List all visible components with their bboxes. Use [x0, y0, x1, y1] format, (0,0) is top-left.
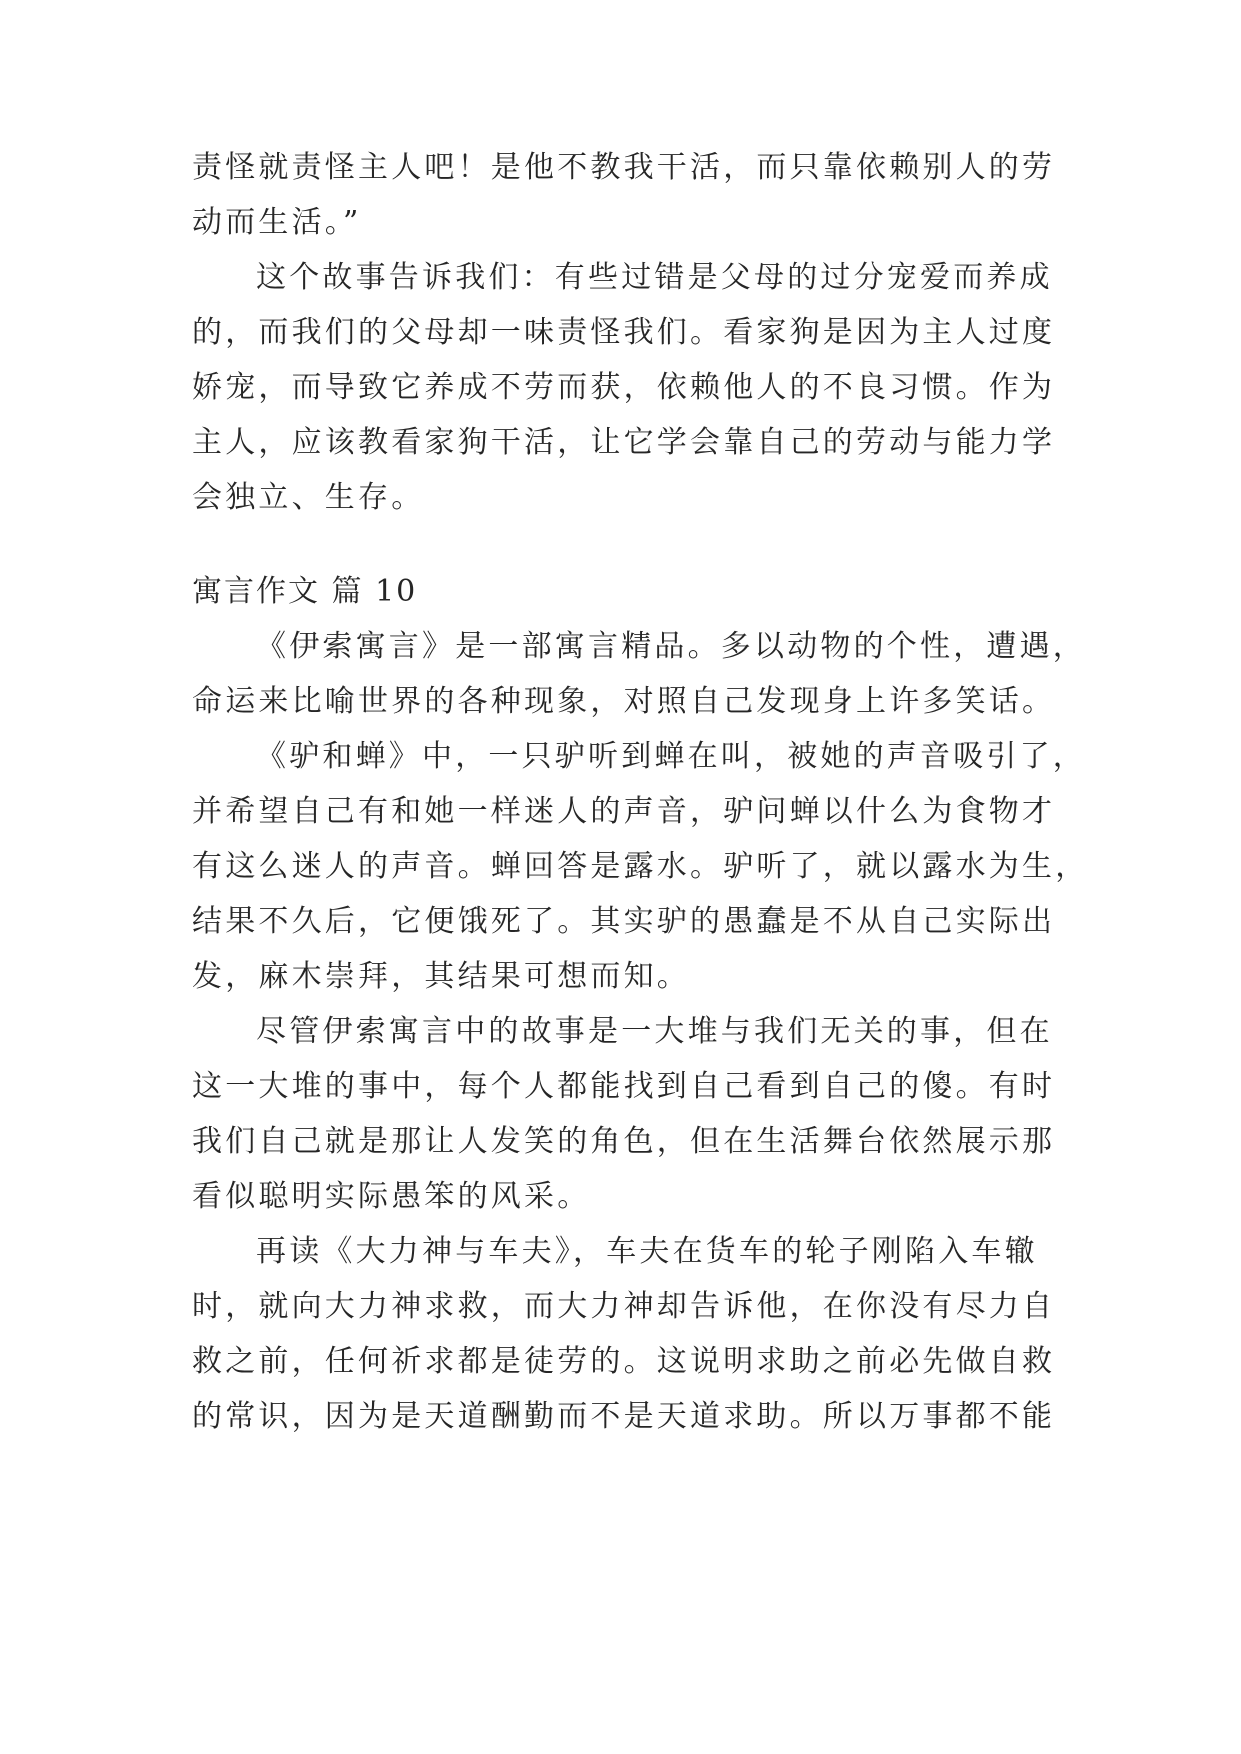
text-line: 这一大堆的事中，每个人都能找到自己看到自己的傻。有时	[192, 1069, 1056, 1104]
text-line: 救之前，任何祈求都是徒劳的。这说明求助之前必先做自救	[192, 1344, 1056, 1379]
text-line: 《驴和蝉》中，一只驴听到蝉在叫，被她的声音吸引了，	[256, 739, 1086, 774]
text-line: 娇宠，而导致它养成不劳而获，依赖他人的不良习惯。作为	[192, 370, 1056, 405]
text-line: 命运来比喻世界的各种现象，对照自己发现身上许多笑话。	[192, 684, 1056, 719]
text-line: 的常识，因为是天道酬勤而不是天道求助。所以万事都不能	[192, 1399, 1056, 1434]
text-line: 有这么迷人的声音。蝉回答是露水。驴听了，就以露水为生，	[192, 849, 1089, 884]
text-line: 《伊索寓言》是一部寓言精品。多以动物的个性，遭遇，	[256, 629, 1086, 664]
text-line: 结果不久后，它便饿死了。其实驴的愚蠢是不从自己实际出	[192, 904, 1056, 939]
section-heading: 寓言作文 篇 10	[192, 574, 418, 609]
text-line: 时，就向大力神求救，而大力神却告诉他，在你没有尽力自	[192, 1289, 1056, 1324]
text-line: 会独立、生存。	[192, 480, 425, 515]
text-line: 再读《大力神与车夫》，车夫在货车的轮子刚陷入车辙	[256, 1234, 1038, 1269]
text-line: 责怪就责怪主人吧！是他不教我干活，而只靠依赖别人的劳	[192, 150, 1056, 185]
text-line: 的，而我们的父母却一味责怪我们。看家狗是因为主人过度	[192, 315, 1056, 350]
text-line: 看似聪明实际愚笨的风采。	[192, 1179, 591, 1214]
text-line: 主人，应该教看家狗干活，让它学会靠自己的劳动与能力学	[192, 425, 1056, 460]
text-line: 这个故事告诉我们：有些过错是父母的过分宠爱而养成	[256, 260, 1053, 295]
text-line: 并希望自己有和她一样迷人的声音，驴问蝉以什么为食物才	[192, 794, 1056, 829]
text-line: 发，麻木崇拜，其结果可想而知。	[192, 959, 690, 994]
text-line: 我们自己就是那让人发笑的角色，但在生活舞台依然展示那	[192, 1124, 1056, 1159]
text-line: 动而生活。”	[192, 205, 362, 240]
text-line: 尽管伊索寓言中的故事是一大堆与我们无关的事，但在	[256, 1014, 1053, 1049]
